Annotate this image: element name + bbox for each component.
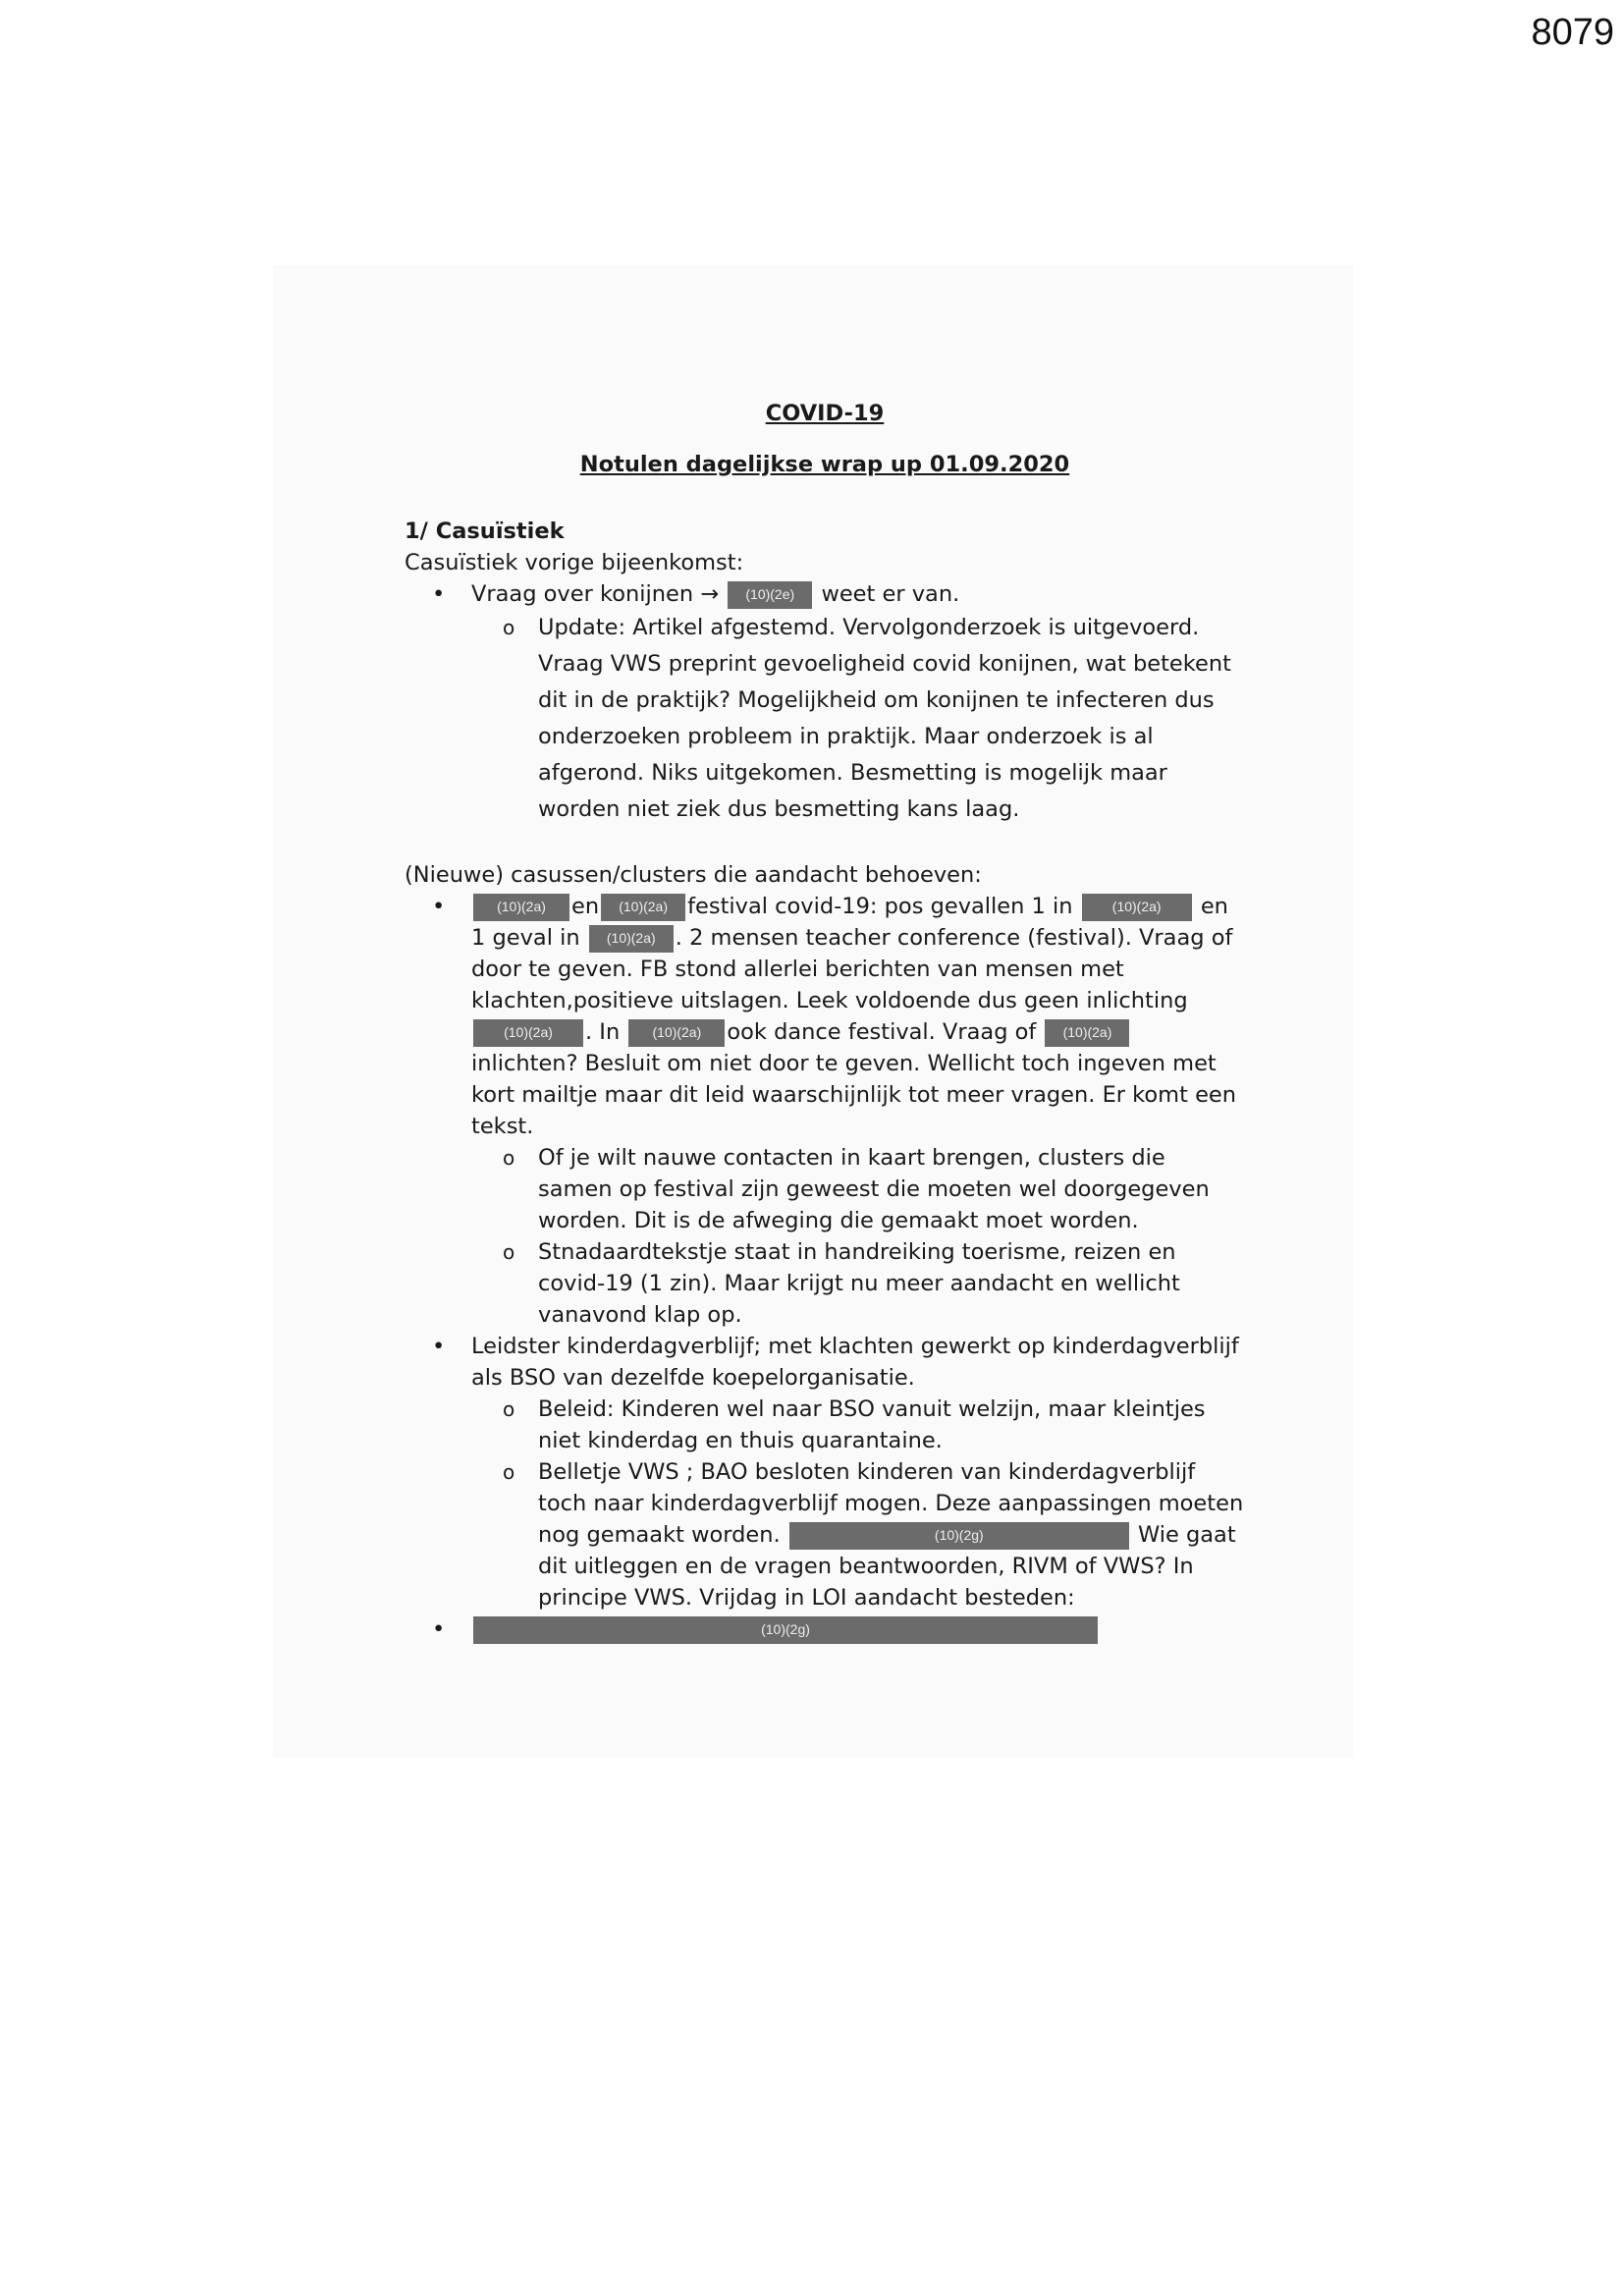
sub-item-contacts: o Of je wilt nauwe contacten in kaart brengen, clusters die samen op festival zijn geweest die moeten wel doorgegeven worden. Dit is de afweging die gemaakt moet worden. bbox=[471, 1142, 1245, 1236]
redaction-box: (10)(2a) bbox=[1082, 894, 1192, 921]
section-heading-casuistiek: 1/ Casuïstiek bbox=[405, 519, 565, 544]
sub-item-standard-text: o Stnadaardtekstje staat in handreiking toerisme, reizen en covid-19 (1 zin). Maar krijgt nu meer aandacht en wellicht vanavond klap op. bbox=[471, 1236, 1245, 1331]
sub-list bbox=[471, 1394, 1245, 1613]
item-text: inlichten? Besluit om niet door te geven. Wellicht toch ingeven met kort mailtje maar dit leid waarschijnlijk tot meer vragen. Er komt een tekst. bbox=[471, 1051, 1237, 1139]
list-item-festival bbox=[405, 891, 1245, 1331]
sub-item-update: o Update: Artikel afgestemd. Vervolgonderzoek is uitgevoerd. Vraag VWS preprint gevoeligheid covid konijnen, wat betekent dit in de praktijk? Mogelijkheid om konijnen te infecteren dus onderzoeken probleem in praktijk. Maar onderzoek is al afgerond. Niks uitgekomen. Besmetting is mogelijk maar worden niet ziek dus besmetting kans laag. bbox=[471, 610, 1245, 828]
item-text: weet er van. bbox=[821, 581, 960, 607]
sub-list bbox=[471, 610, 1245, 828]
document-title: COVID-19 bbox=[765, 401, 885, 426]
redaction-box: (10)(2a) bbox=[473, 894, 569, 921]
item-text: . 2 mensen teacher conference (festival). Vraag of door te geven. FB stond allerlei berichten van mensen met klachten,positieve uitslagen. Leek voldoende dus geen inlichting bbox=[471, 925, 1233, 1013]
redaction-box: (10)(2a) bbox=[473, 1019, 583, 1047]
item-text: Leidster kinderdagverblijf; met klachten gewerkt op kinderdagverblijf als BSO van dezelfde koepelorganisatie. bbox=[471, 1334, 1239, 1391]
redaction-box: (10)(2a) bbox=[1045, 1019, 1129, 1047]
list-item-redacted bbox=[405, 1613, 1245, 1645]
document-body bbox=[405, 398, 1245, 1645]
redaction-box: (10)(2a) bbox=[601, 894, 685, 921]
new-cases-label: (Nieuwe) casussen/clusters die aandacht behoeven: bbox=[405, 862, 982, 888]
list-item-kinderdagverblijf bbox=[405, 1331, 1245, 1613]
previous-meeting-label: Casuïstiek vorige bijeenkomst: bbox=[405, 550, 744, 575]
page-number: 8079 bbox=[1531, 12, 1614, 53]
item-text: Wie gaat dit uitleggen en de vragen beantwoorden, RIVM of VWS? In principe VWS. Vrijdag in LOI aandacht besteden: bbox=[538, 1522, 1236, 1611]
redaction-box: (10)(2e) bbox=[728, 581, 812, 609]
sub-list bbox=[471, 1142, 1245, 1331]
sub-item-belletje-vws bbox=[471, 1456, 1245, 1613]
redaction-box: (10)(2a) bbox=[589, 925, 674, 953]
item-text: . In bbox=[585, 1019, 621, 1045]
previous-cases-list bbox=[405, 578, 1245, 828]
item-text: festival covid-19: pos gevallen 1 in bbox=[687, 894, 1073, 919]
redaction-box: (10)(2a) bbox=[628, 1019, 725, 1047]
item-text: en bbox=[571, 894, 600, 919]
spacer bbox=[405, 828, 1245, 859]
list-item-konijnen bbox=[405, 578, 1245, 828]
item-text: Vraag over konijnen bbox=[471, 581, 694, 607]
arrow-icon: → bbox=[700, 581, 720, 607]
redaction-box: (10)(2g) bbox=[789, 1522, 1129, 1550]
item-text: en 1 geval in bbox=[471, 894, 1228, 951]
item-text: ook dance festival. Vraag of bbox=[727, 1019, 1037, 1045]
item-text: Belletje VWS ; BAO besloten kinderen van kinderdagverblijf toch naar kinderdagverblijf mogen. Deze aanpassingen moeten nog gemaakt worden. bbox=[538, 1459, 1244, 1548]
redaction-box: (10)(2g) bbox=[473, 1616, 1098, 1644]
document-subtitle: Notulen dagelijkse wrap up 01.09.2020 bbox=[579, 452, 1070, 477]
sub-item-beleid: o Beleid: Kinderen wel naar BSO vanuit welzijn, maar kleintjes niet kinderdag en thuis quarantaine. bbox=[471, 1394, 1245, 1456]
new-cases-list bbox=[405, 891, 1245, 1645]
